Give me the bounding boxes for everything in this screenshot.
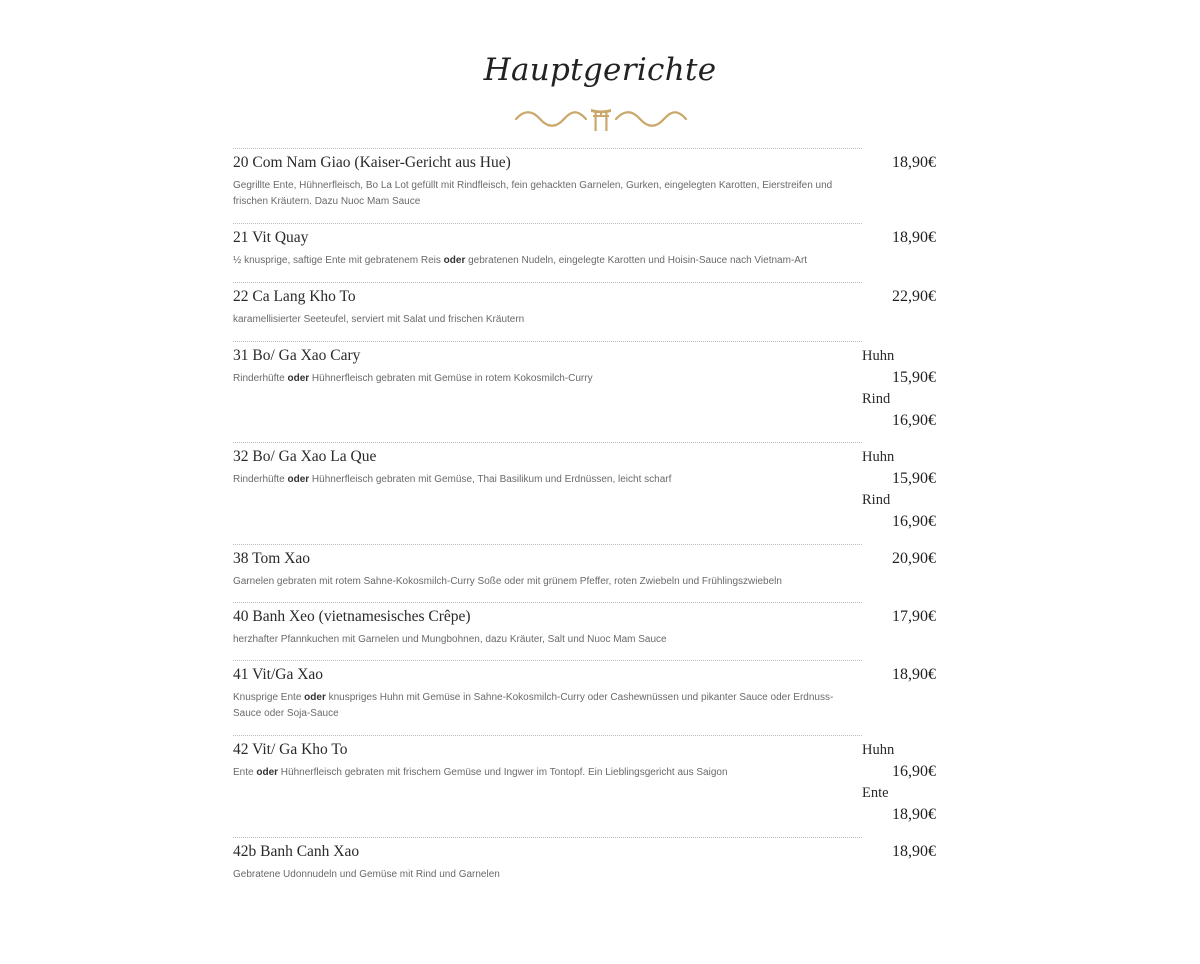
description-emphasis: oder (256, 767, 279, 778)
description-text: karamellisierter Seeteufel, serviert mit Salat und frischen Kräutern (233, 314, 525, 325)
menu-item-description (233, 253, 855, 269)
dotted-divider (233, 837, 862, 838)
menu-item (233, 844, 936, 904)
menu-item-price: 18,90€ (892, 154, 936, 171)
menu-item-name: 31 Bo/ Ga Xao Cary (233, 347, 361, 364)
menu-item (233, 289, 936, 349)
menu-item-name: 42b Banh Canh Xao (233, 843, 360, 860)
dotted-divider (233, 223, 862, 224)
section-title: Hauptgerichte (483, 52, 717, 88)
menu-item-description (233, 867, 855, 883)
torii-gate-icon (591, 109, 611, 131)
menu-item-description (233, 690, 855, 722)
menu-item (233, 347, 936, 429)
dotted-divider (233, 341, 862, 342)
torii-gate-ornament (514, 106, 688, 132)
variant-price: 16,90€ (892, 763, 936, 780)
variant-price: 16,90€ (892, 513, 936, 530)
menu-item-name: 40 Banh Xeo (vietnamesisches Crêpe) (233, 608, 471, 625)
menu-item-price: 18,90€ (892, 229, 936, 246)
menu-item (233, 667, 936, 727)
description-text: Hühnerfleisch gebraten mit Gemüse, Thai Basilikum und Erdnüssen, leicht scharf (309, 474, 672, 485)
left-wave (516, 112, 586, 126)
menu-item-description (233, 574, 855, 590)
menu-item (233, 741, 936, 823)
price-variants (862, 348, 936, 434)
menu-item-name: 42 Vit/ Ga Kho To (233, 741, 348, 758)
description-text: gebratenen Nudeln, eingelegte Karotten und Hoisin-Sauce nach Vietnam-Art (465, 255, 808, 266)
description-text: ½ knusprige, saftige Ente mit gebratenem Reis (233, 255, 444, 266)
description-text: Gebratene Udonnudeln und Gemüse mit Rind und Garnelen (233, 869, 500, 880)
variant-price: 18,90€ (892, 806, 936, 823)
menu-item-description (233, 312, 855, 328)
price-variants (862, 449, 936, 535)
description-text: Knusprige Ente (233, 692, 305, 703)
variant-name: Huhn (862, 348, 895, 364)
description-emphasis: oder (287, 373, 310, 384)
description-text: knuspriges Huhn mit Gemüse in Sahne-Kokosmilch-Curry oder Cashewnüssen und pikanter Sauce oder Erdnuss-Sauce oder Soja-Sauce (233, 692, 834, 719)
variant-name: Rind (862, 391, 891, 407)
description-text: Gegrillte Ente, Hühnerfleisch, Bo La Lot gefüllt mit Rindfleisch, fein gehackten Garnelen, Gurken, eingelegten Karotten, Eierstreifen und frischen Kräutern. Dazu Nuoc Mam Sauce (233, 180, 833, 207)
variant-price: 15,90€ (892, 369, 936, 386)
description-text: Ente (233, 767, 257, 778)
right-wave (616, 112, 686, 126)
menu-item-description (233, 371, 855, 387)
menu-item-name: 38 Tom Xao (233, 550, 310, 567)
menu-item-price: 18,90€ (892, 666, 936, 683)
description-text: Garnelen gebraten mit rotem Sahne-Kokosmilch-Curry Soße oder mit grünem Pfeffer, roten Zwiebeln und Frühlingszwiebeln (233, 576, 782, 587)
dotted-divider (233, 544, 862, 545)
menu-item-description (233, 632, 855, 648)
price-variants (862, 742, 936, 828)
description-emphasis: oder (443, 255, 466, 266)
menu-item (233, 448, 936, 530)
variant-price: 15,90€ (892, 470, 936, 487)
description-text: Rinderhüfte (233, 373, 288, 384)
menu-item-price: 17,90€ (892, 608, 936, 625)
menu-item-name: 20 Com Nam Giao (Kaiser-Gericht aus Hue) (233, 154, 511, 171)
menu-item-name: 41 Vit/Ga Xao (233, 666, 324, 683)
dotted-divider (233, 735, 862, 736)
dotted-divider (233, 602, 862, 603)
variant-price: 16,90€ (892, 412, 936, 429)
variant-name: Huhn (862, 449, 895, 465)
menu-item (233, 230, 936, 290)
menu-item-name: 32 Bo/ Ga Xao La Que (233, 448, 377, 465)
description-text: Hühnerfleisch gebraten mit frischem Gemüse und Ingwer im Tontopf. Ein Lieblingsgericht aus Saigon (278, 767, 728, 778)
variant-name: Rind (862, 492, 891, 508)
description-text: Rinderhüfte (233, 474, 288, 485)
variant-name: Ente (862, 785, 889, 801)
variant-name: Huhn (862, 742, 895, 758)
dotted-divider (233, 282, 862, 283)
description-text: Hühnerfleisch gebraten mit Gemüse in rotem Kokosmilch-Curry (309, 373, 593, 384)
dotted-divider (233, 148, 862, 149)
menu-item-price: 20,90€ (892, 550, 936, 567)
menu-item-price: 18,90€ (892, 843, 936, 860)
menu-item (233, 155, 936, 215)
menu-item-description (233, 765, 855, 781)
menu-item-description (233, 472, 855, 488)
menu-item-description (233, 178, 855, 210)
description-emphasis: oder (287, 474, 310, 485)
dotted-divider (233, 660, 862, 661)
dotted-divider (233, 442, 862, 443)
menu-item-name: 22 Ca Lang Kho To (233, 288, 356, 305)
menu-item-price: 22,90€ (892, 288, 936, 305)
description-emphasis: oder (304, 692, 326, 703)
menu-item-name: 21 Vit Quay (233, 229, 309, 246)
description-text: herzhafter Pfannkuchen mit Garnelen und Mungbohnen, dazu Kräuter, Salt und Nuoc Mam Sauce (233, 634, 667, 645)
